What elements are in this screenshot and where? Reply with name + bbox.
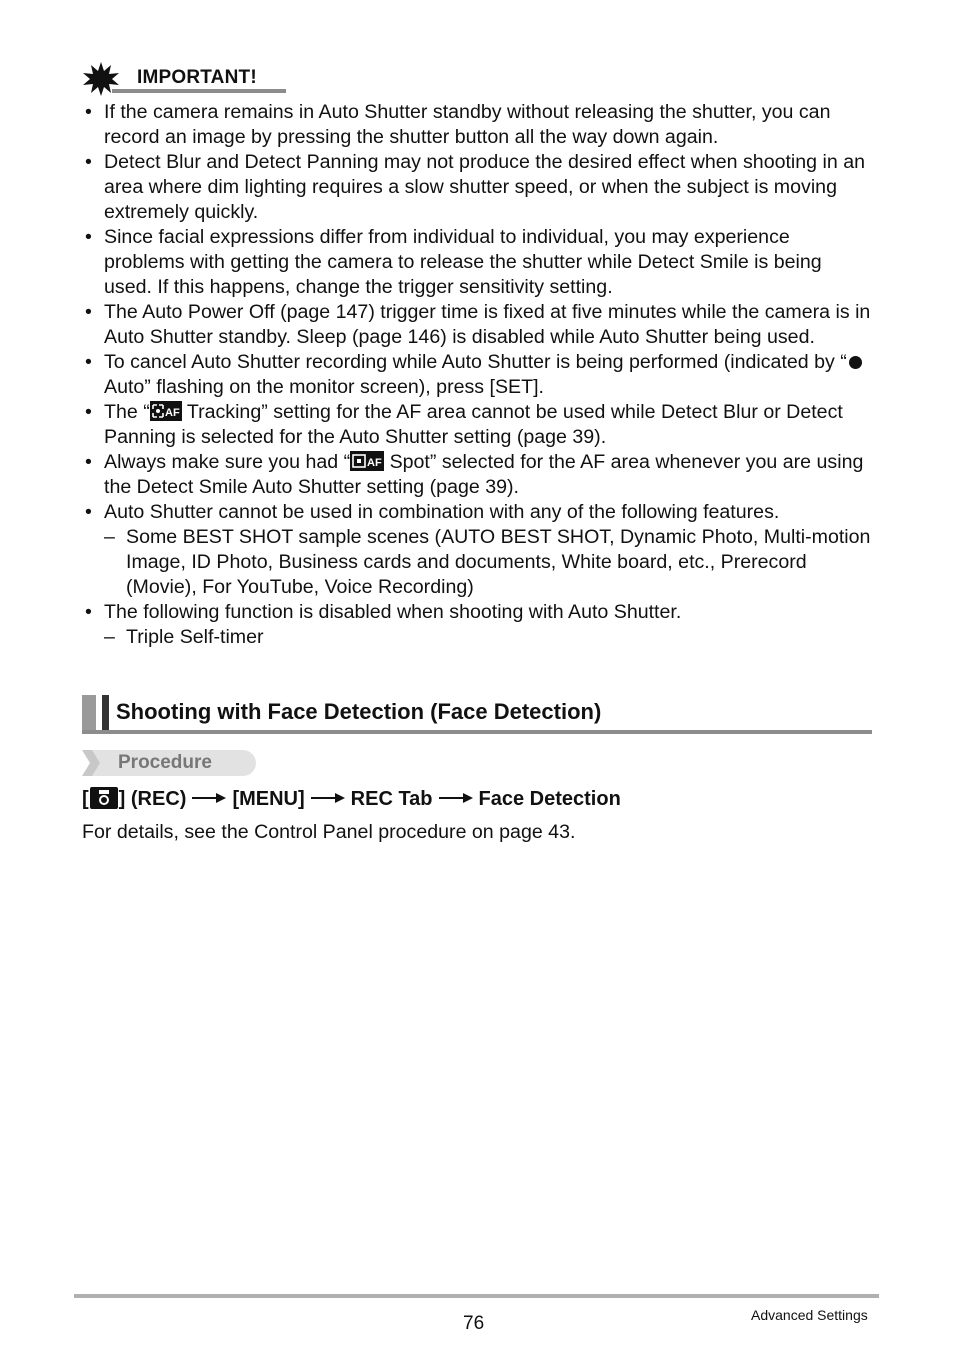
list-item: • Auto Shutter cannot be used in combination with any of the following features. – Some BEST SHOT sample scenes (AUTO BEST SHOT, Dynamic Photo, Multi-motion Image, ID Photo, Business cards and documents, White board, etc., Prerecord (Movie), For YouTube, Voice Recording) — [82, 500, 872, 600]
procedure-tag — [82, 750, 258, 776]
procedure-label: Procedure — [118, 752, 212, 773]
af-spot-icon — [350, 451, 384, 471]
important-label: IMPORTANT! — [137, 67, 257, 88]
menu-path: [ ] (REC) [MENU] REC Tab Face Detection — [82, 788, 621, 810]
arrow-right-icon — [192, 793, 226, 803]
list-item: • Always make sure you had “ AF Spot” selected for the AF area whenever you are using the Detect Smile Auto Shutter setting (page 39). — [82, 450, 872, 500]
section-heading — [82, 695, 872, 735]
list-item: • The “ AF Tracking” setting for the AF area cannot be used while Detect Blur or Detect Panning is selected for the Auto Shutter setting (page 39). — [82, 400, 872, 450]
sub-list-item: – Some BEST SHOT sample scenes (AUTO BEST SHOT, Dynamic Photo, Multi-motion Image, ID Photo, Business cards and documents, White board, etc., Prerecord (Movie), For YouTube, Voice Recording) — [104, 525, 872, 600]
footer-rule — [74, 1294, 879, 1298]
arrow-right-icon — [311, 793, 345, 803]
footer-section-name: Advanced Settings — [751, 1307, 868, 1323]
heading-accent-bar — [102, 695, 109, 731]
af-tracking-icon — [150, 401, 182, 421]
list-item: • Detect Blur and Detect Panning may not produce the desired effect when shooting in an area where dim lighting requires a slow shutter speed, or when the subject is moving extremely quickly. — [82, 150, 872, 225]
heading-underline — [82, 730, 872, 734]
arrow-right-icon — [439, 793, 473, 803]
svg-text:AF: AF — [164, 407, 180, 419]
chevron-right-icon — [82, 750, 104, 776]
details-text: For details, see the Control Panel procedure on page 43. — [82, 821, 576, 843]
important-underline — [112, 89, 286, 93]
list-item: • If the camera remains in Auto Shutter standby without releasing the shutter, you can record an image by pressing the shutter button all the way down again. — [82, 100, 872, 150]
heading-accent-bar — [82, 695, 96, 731]
list-item: • Since facial expressions differ from individual to individual, you may experience problems with getting the camera to release the shutter while Detect Smile is being used. If this happens, change the trigger sensitivity setting. — [82, 225, 872, 300]
sub-list-item: – Triple Self-timer — [104, 625, 872, 650]
sub-list — [104, 525, 872, 600]
recording-dot-icon — [849, 356, 862, 369]
page-number: 76 — [463, 1313, 485, 1334]
section-title: Shooting with Face Detection (Face Detection) — [116, 699, 602, 724]
sub-list — [104, 625, 872, 650]
important-header — [82, 62, 286, 96]
list-item: • To cancel Auto Shutter recording while Auto Shutter is being performed (indicated by “ Auto” flashing on the monitor screen), press [SET]. — [82, 350, 872, 400]
important-notes-list — [82, 100, 872, 650]
list-item: • The Auto Power Off (page 147) trigger time is fixed at five minutes while the camera is in Auto Shutter standby. Sleep (page 146) is disabled while Auto Shutter being used. — [82, 300, 872, 350]
list-item: • The following function is disabled when shooting with Auto Shutter. – Triple Self-timer — [82, 600, 872, 650]
svg-text:AF: AF — [367, 457, 382, 469]
camera-icon — [90, 787, 118, 809]
